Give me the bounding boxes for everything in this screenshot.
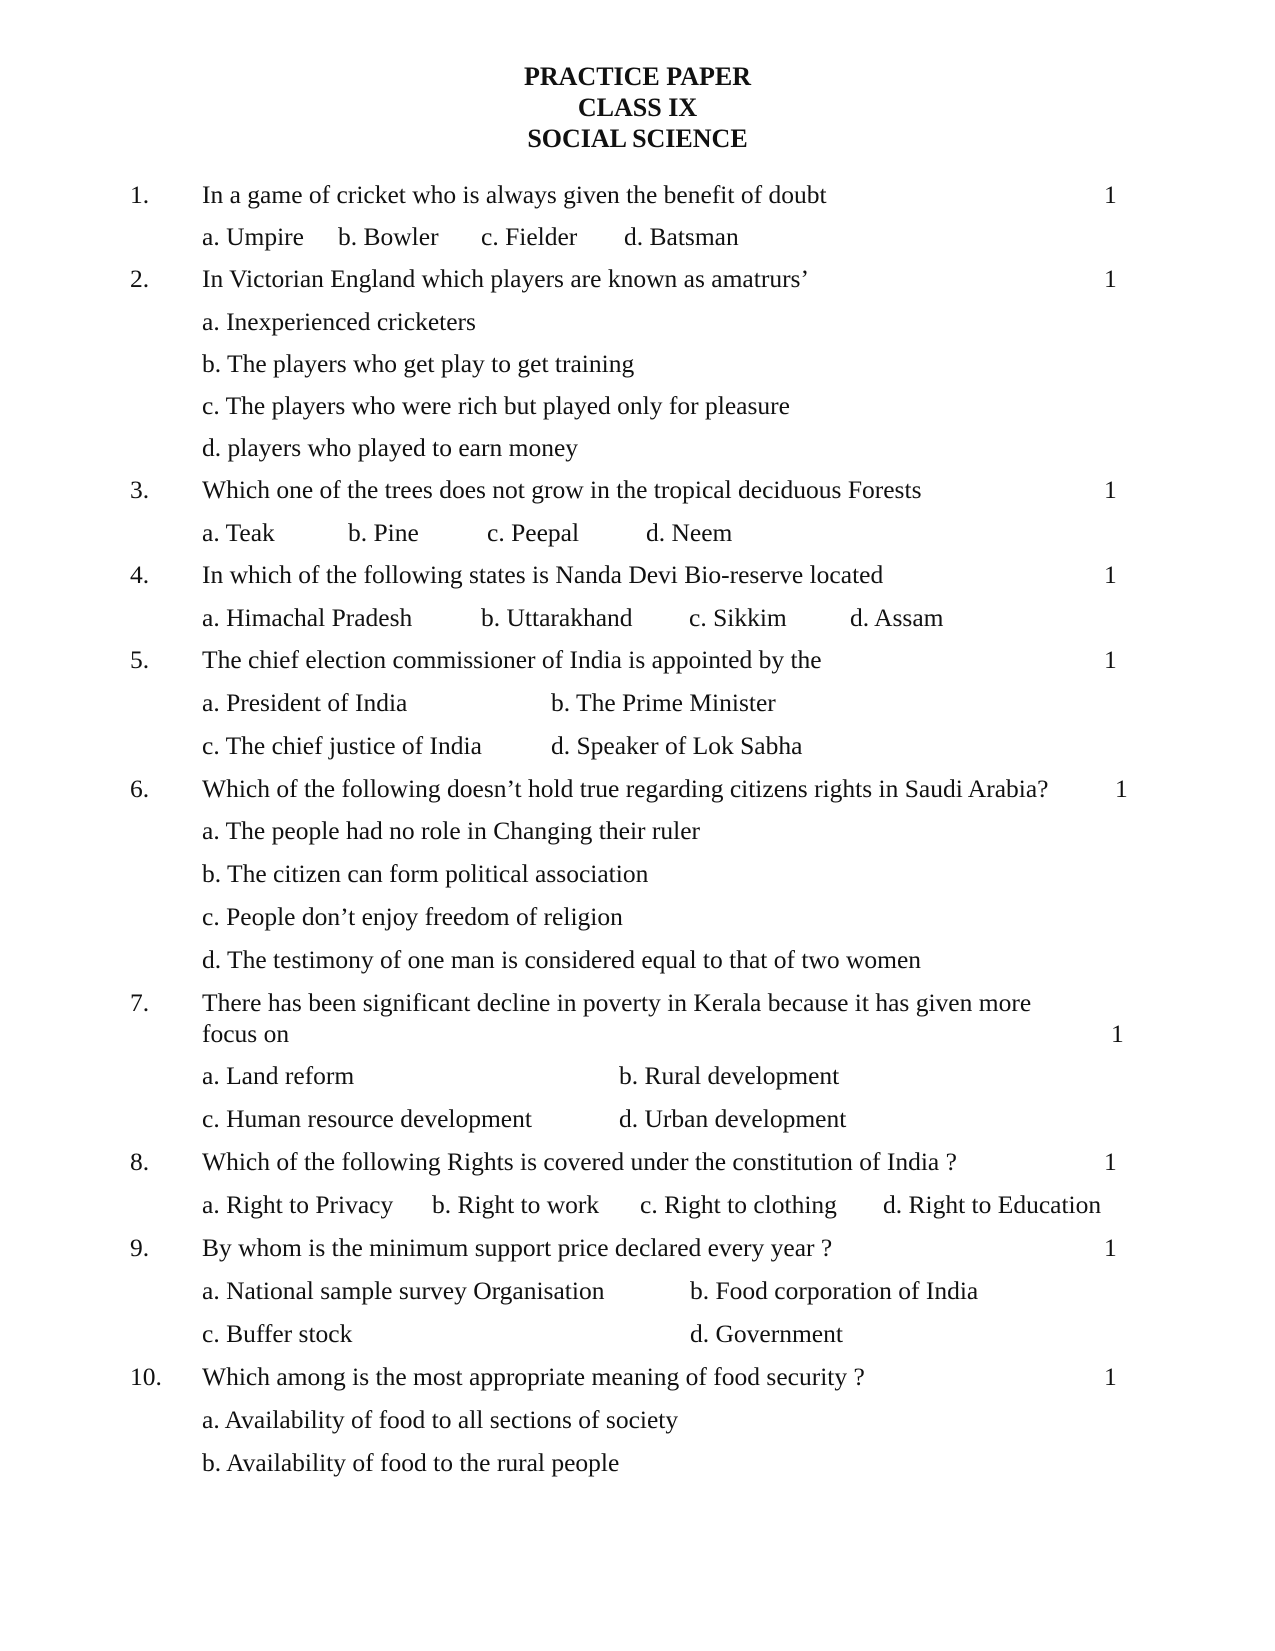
question-text: In a game of cricket who is always given the benefit of doubt xyxy=(202,180,827,209)
question-number: 1. xyxy=(130,180,150,209)
option: d. Speaker of Lok Sabha xyxy=(551,731,803,760)
question-text-continued: focus on xyxy=(202,1019,290,1048)
option: b. The Prime Minister xyxy=(551,688,776,717)
question-text: In which of the following states is Nanda Devi Bio-reserve located xyxy=(202,560,884,589)
question-text: Which among is the most appropriate meaning of food security ? xyxy=(202,1362,865,1391)
question-number: 3. xyxy=(130,475,150,504)
option: b. Uttarakhand xyxy=(481,603,633,632)
option: b. Food corporation of India xyxy=(690,1276,979,1305)
question-number: 6. xyxy=(130,774,150,803)
question-text: Which of the following Rights is covered under the constitution of India ? xyxy=(202,1147,957,1176)
question-number: 10. xyxy=(130,1362,162,1391)
option: a. Himachal Pradesh xyxy=(202,603,413,632)
question-marks: 1 xyxy=(1111,1019,1124,1048)
option: c. Buffer stock xyxy=(202,1319,353,1348)
question-marks: 1 xyxy=(1104,1362,1117,1391)
paper-class: CLASS IX xyxy=(577,93,698,122)
option: c. The chief justice of India xyxy=(202,731,482,760)
question-marks: 1 xyxy=(1104,560,1117,589)
option: b. Availability of food to the rural people xyxy=(202,1448,620,1477)
option: b. Right to work xyxy=(432,1190,600,1219)
question-text: By whom is the minimum support price declared every year ? xyxy=(202,1233,833,1262)
question-text: In Victorian England which players are known as amatrurs’ xyxy=(202,264,809,293)
option: c. The players who were rich but played only for pleasure xyxy=(202,391,790,420)
paper-title: PRACTICE PAPER xyxy=(523,62,752,91)
question-number: 7. xyxy=(130,988,150,1017)
option: c. Human resource development xyxy=(202,1104,532,1133)
option: a. Teak xyxy=(202,518,275,547)
option: a. Right to Privacy xyxy=(202,1190,394,1219)
option: b. The players who get play to get training xyxy=(202,349,635,378)
question-marks: 1 xyxy=(1104,264,1117,293)
option: b. The citizen can form political association xyxy=(202,859,649,888)
question-marks: 1 xyxy=(1104,1147,1117,1176)
question-text: Which one of the trees does not grow in the tropical deciduous Forests xyxy=(202,475,922,504)
paper-subject: SOCIAL SCIENCE xyxy=(527,124,748,153)
option: d. Batsman xyxy=(624,222,739,251)
option: c. Sikkim xyxy=(689,603,787,632)
question-number: 5. xyxy=(130,645,150,674)
option: d. Urban development xyxy=(619,1104,847,1133)
option: a. Umpire xyxy=(202,222,304,251)
option: a. The people had no role in Changing their ruler xyxy=(202,816,701,845)
question-number: 8. xyxy=(130,1147,150,1176)
question-number: 9. xyxy=(130,1233,150,1262)
question-marks: 1 xyxy=(1104,645,1117,674)
option: d. Neem xyxy=(646,518,733,547)
question-text: Which of the following doesn’t hold true regarding citizens rights in Saudi Arabia? xyxy=(202,774,1049,803)
option: b. Bowler xyxy=(338,222,439,251)
option: c. Fielder xyxy=(481,222,578,251)
option: a. Inexperienced cricketers xyxy=(202,307,476,336)
option: b. Pine xyxy=(348,518,419,547)
question-text: The chief election commissioner of India is appointed by the xyxy=(202,645,822,674)
option: a. Availability of food to all sections of society xyxy=(202,1405,679,1434)
question-text: There has been significant decline in poverty in Kerala because it has given more xyxy=(202,988,1032,1017)
question-marks: 1 xyxy=(1104,1233,1117,1262)
question-marks: 1 xyxy=(1104,180,1117,209)
option: a. National sample survey Organisation xyxy=(202,1276,605,1305)
option: a. Land reform xyxy=(202,1061,355,1090)
question-number: 2. xyxy=(130,264,150,293)
option: a. President of India xyxy=(202,688,408,717)
question-marks: 1 xyxy=(1104,475,1117,504)
option: d. Government xyxy=(690,1319,843,1348)
option: d. Right to Education xyxy=(883,1190,1102,1219)
question-number: 4. xyxy=(130,560,150,589)
question-marks: 1 xyxy=(1115,774,1128,803)
option: c. Right to clothing xyxy=(640,1190,837,1219)
option: d. The testimony of one man is considered equal to that of two women xyxy=(202,945,922,974)
option: d. Assam xyxy=(850,603,944,632)
option: b. Rural development xyxy=(619,1061,840,1090)
option: c. Peepal xyxy=(487,518,580,547)
option: c. People don’t enjoy freedom of religion xyxy=(202,902,623,931)
option: d. players who played to earn money xyxy=(202,433,579,462)
